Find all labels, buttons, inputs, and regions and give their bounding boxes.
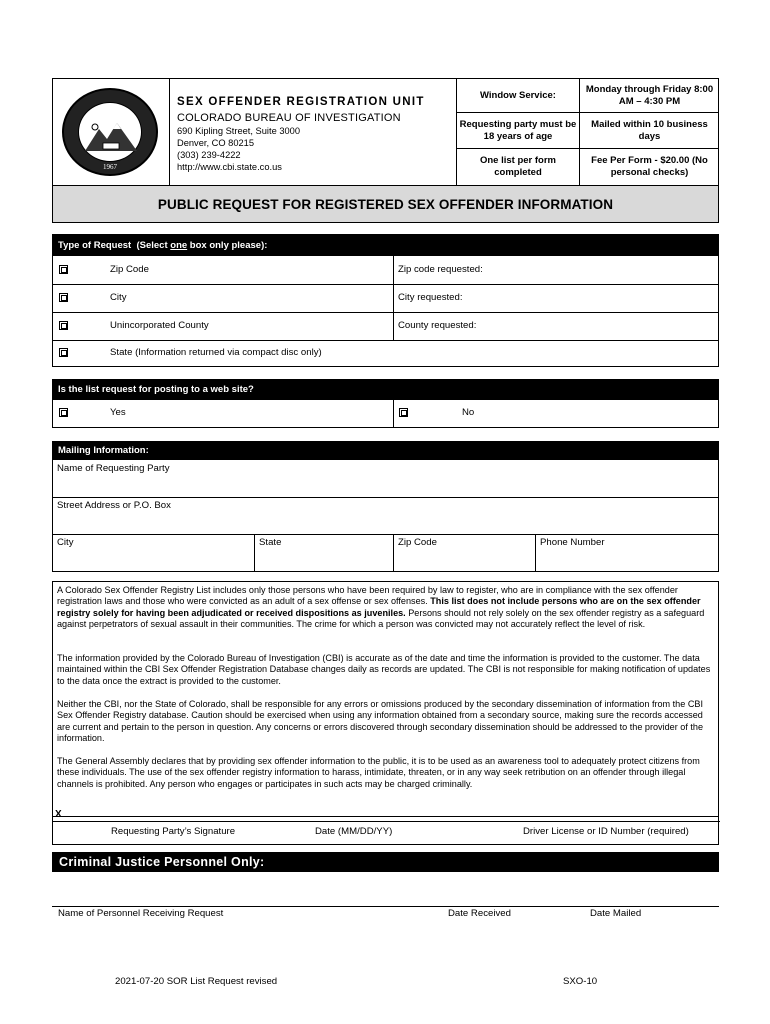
zip-requested-field[interactable]: Zip code requested: — [398, 264, 483, 275]
signature-row — [52, 791, 719, 845]
request-option-county — [52, 313, 719, 341]
divider — [393, 400, 394, 427]
state-checkbox[interactable] — [59, 348, 68, 357]
bureau-name: COLORADO BUREAU OF INVESTIGATION — [177, 112, 401, 124]
window-service-label: Window Service: — [457, 79, 580, 113]
divider — [393, 313, 394, 340]
city-checkbox[interactable] — [59, 293, 68, 302]
seal-inner — [78, 102, 142, 162]
unit-title: SEX OFFENDER REGISTRATION UNIT — [177, 96, 425, 108]
county-requested-field[interactable]: County requested: — [398, 320, 477, 331]
service-info-grid — [457, 79, 719, 185]
state-option-label: State (Information returned via compact disc only) — [110, 347, 322, 358]
county-option-label: Unincorporated County — [110, 320, 209, 331]
notice-p1c: Persons should not rely solely on the sex offender registry as a safeguard against perpetrators of sexual assault in their communities. The crime for which a person was convicted may not accurately reflect the level of risk. — [57, 607, 705, 629]
signature-label: Requesting Party’s Signature — [111, 826, 236, 837]
website-line: http://www.cbi.state.co.us — [177, 162, 282, 172]
city-requested-field[interactable]: City requested: — [398, 292, 463, 303]
city-state-zip-row — [52, 535, 719, 572]
logo-cell — [53, 79, 170, 185]
form-id: SXO-10 — [563, 976, 598, 987]
divider — [535, 535, 536, 571]
agency-cell — [170, 79, 457, 185]
zip-option-label: Zip Code — [110, 264, 149, 275]
request-option-state — [52, 341, 719, 367]
city-option-label: City — [110, 292, 127, 303]
mailing-header: Mailing Information: — [52, 441, 719, 460]
county-checkbox[interactable] — [59, 321, 68, 330]
street-address-label: Street Address or P.O. Box — [57, 500, 171, 511]
requesting-party-field[interactable] — [52, 460, 719, 498]
date-label: Date (MM/DD/YY) — [315, 826, 393, 837]
no-checkbox[interactable] — [399, 408, 408, 417]
request-type-header — [52, 234, 719, 256]
signature-line[interactable] — [53, 821, 720, 822]
yes-label: Yes — [110, 407, 126, 418]
request-type-header-one: one — [170, 239, 188, 251]
notice-paragraph-4: The General Assembly declares that by providing sex offender information to the public, it is to be used as an awareness tool to adequately protect citizens from these individuals. The use of the sex offender registry information to harass, intimidate, threaten, or in any way seek retribution on an offender through illegal channels is prohibited. Any person who engages or participates in such acts may be charged criminally. — [57, 756, 700, 789]
criminal-justice-header: Criminal Justice Personnel Only: — [52, 852, 719, 872]
header-block — [52, 78, 719, 186]
date-mailed-label: Date Mailed — [590, 908, 642, 919]
city-state-line: Denver, CO 80215 — [177, 138, 255, 148]
divider — [254, 535, 255, 571]
notice-p1a: A Colorado Sex Offender Registry List includes only those persons who have been required by law to register, who are in compliance with the sex offender registration laws and those who were convicted as an adult of a sex offense or sex offenses. — [57, 585, 678, 607]
address-line: 690 Kipling Street, Suite 3000 — [177, 126, 301, 136]
web-posting-header: Is the list request for posting to a web site? — [52, 379, 719, 400]
notice-paragraph-2: The information provided by the Colorado Bureau of Investigation (CBI) is accurate as of the date and time the information is provided to the customer. The data maintained within the CBI Sex Offender Registration Database changes daily as records are updated. The CBI is not responsible for making notification of updates to the data once the extract is provided to the customer. — [57, 653, 711, 686]
fee-note: Fee Per Form - $20.00 (No personal checks) — [591, 155, 708, 178]
notice-paragraph-3: Neither the CBI, nor the State of Colorado, shall be responsible for any errors or omissions produced by the secondary dissemination of information from the CBI Sex Offender Registry database. Caution should be exercised when using any information obtained from a secondary source, making sure the records accessed are current and pertain to the person in question. Any concerns or errors discovered through secondary dissemination should be addressed to the provider of the information. — [57, 699, 704, 743]
age-requirement: Requesting party must be 18 years of age — [457, 113, 580, 149]
id-number-label: Driver License or ID Number (required) — [523, 826, 689, 837]
request-option-city — [52, 285, 719, 313]
signature-x-mark: X — [55, 809, 62, 820]
personnel-name-label: Name of Personnel Receiving Request — [58, 908, 224, 919]
phone-field-label[interactable]: Phone Number — [540, 537, 605, 548]
per-form-note: One list per form completed — [457, 149, 580, 185]
no-label: No — [462, 407, 475, 418]
request-option-zip — [52, 256, 719, 285]
seal-year: 1967 — [103, 163, 117, 171]
notice-paragraph-1 — [57, 585, 713, 630]
date-received-label: Date Received — [448, 908, 511, 919]
form-title: PUBLIC REQUEST FOR REGISTERED SEX OFFENDER INFORMATION — [52, 186, 719, 223]
requesting-party-label: Name of Requesting Party — [57, 463, 170, 474]
legal-notice — [52, 581, 719, 817]
service-hours: Monday through Friday 8:00 AM – 4:30 PM — [580, 79, 719, 113]
mountain-icon — [85, 121, 137, 151]
divider — [393, 535, 394, 571]
divider — [393, 256, 394, 284]
mailing-time: Mailed within 10 business days — [580, 113, 719, 149]
request-type-header-pre: Type of Request (Select — [58, 239, 171, 251]
yes-checkbox[interactable] — [59, 408, 68, 417]
phone-line: (303) 239-4222 — [177, 150, 241, 160]
notice-p1b: This list does not include persons who are on the sex offender registry solely for having been adjudicated or received dispositions as juveniles. — [57, 596, 701, 618]
cjp-signature-line[interactable] — [52, 906, 719, 907]
cbi-seal-logo — [62, 88, 158, 176]
web-posting-row — [52, 400, 719, 428]
revision-note: 2021-07-20 SOR List Request revised — [115, 976, 278, 987]
divider — [393, 285, 394, 312]
request-type-header-post: box only please): — [187, 239, 268, 251]
state-field-label[interactable]: State — [259, 537, 282, 548]
street-address-field[interactable] — [52, 498, 719, 535]
zip-checkbox[interactable] — [59, 265, 68, 274]
zip-field-label[interactable]: Zip Code — [398, 537, 437, 548]
city-field-label[interactable]: City — [57, 537, 74, 548]
